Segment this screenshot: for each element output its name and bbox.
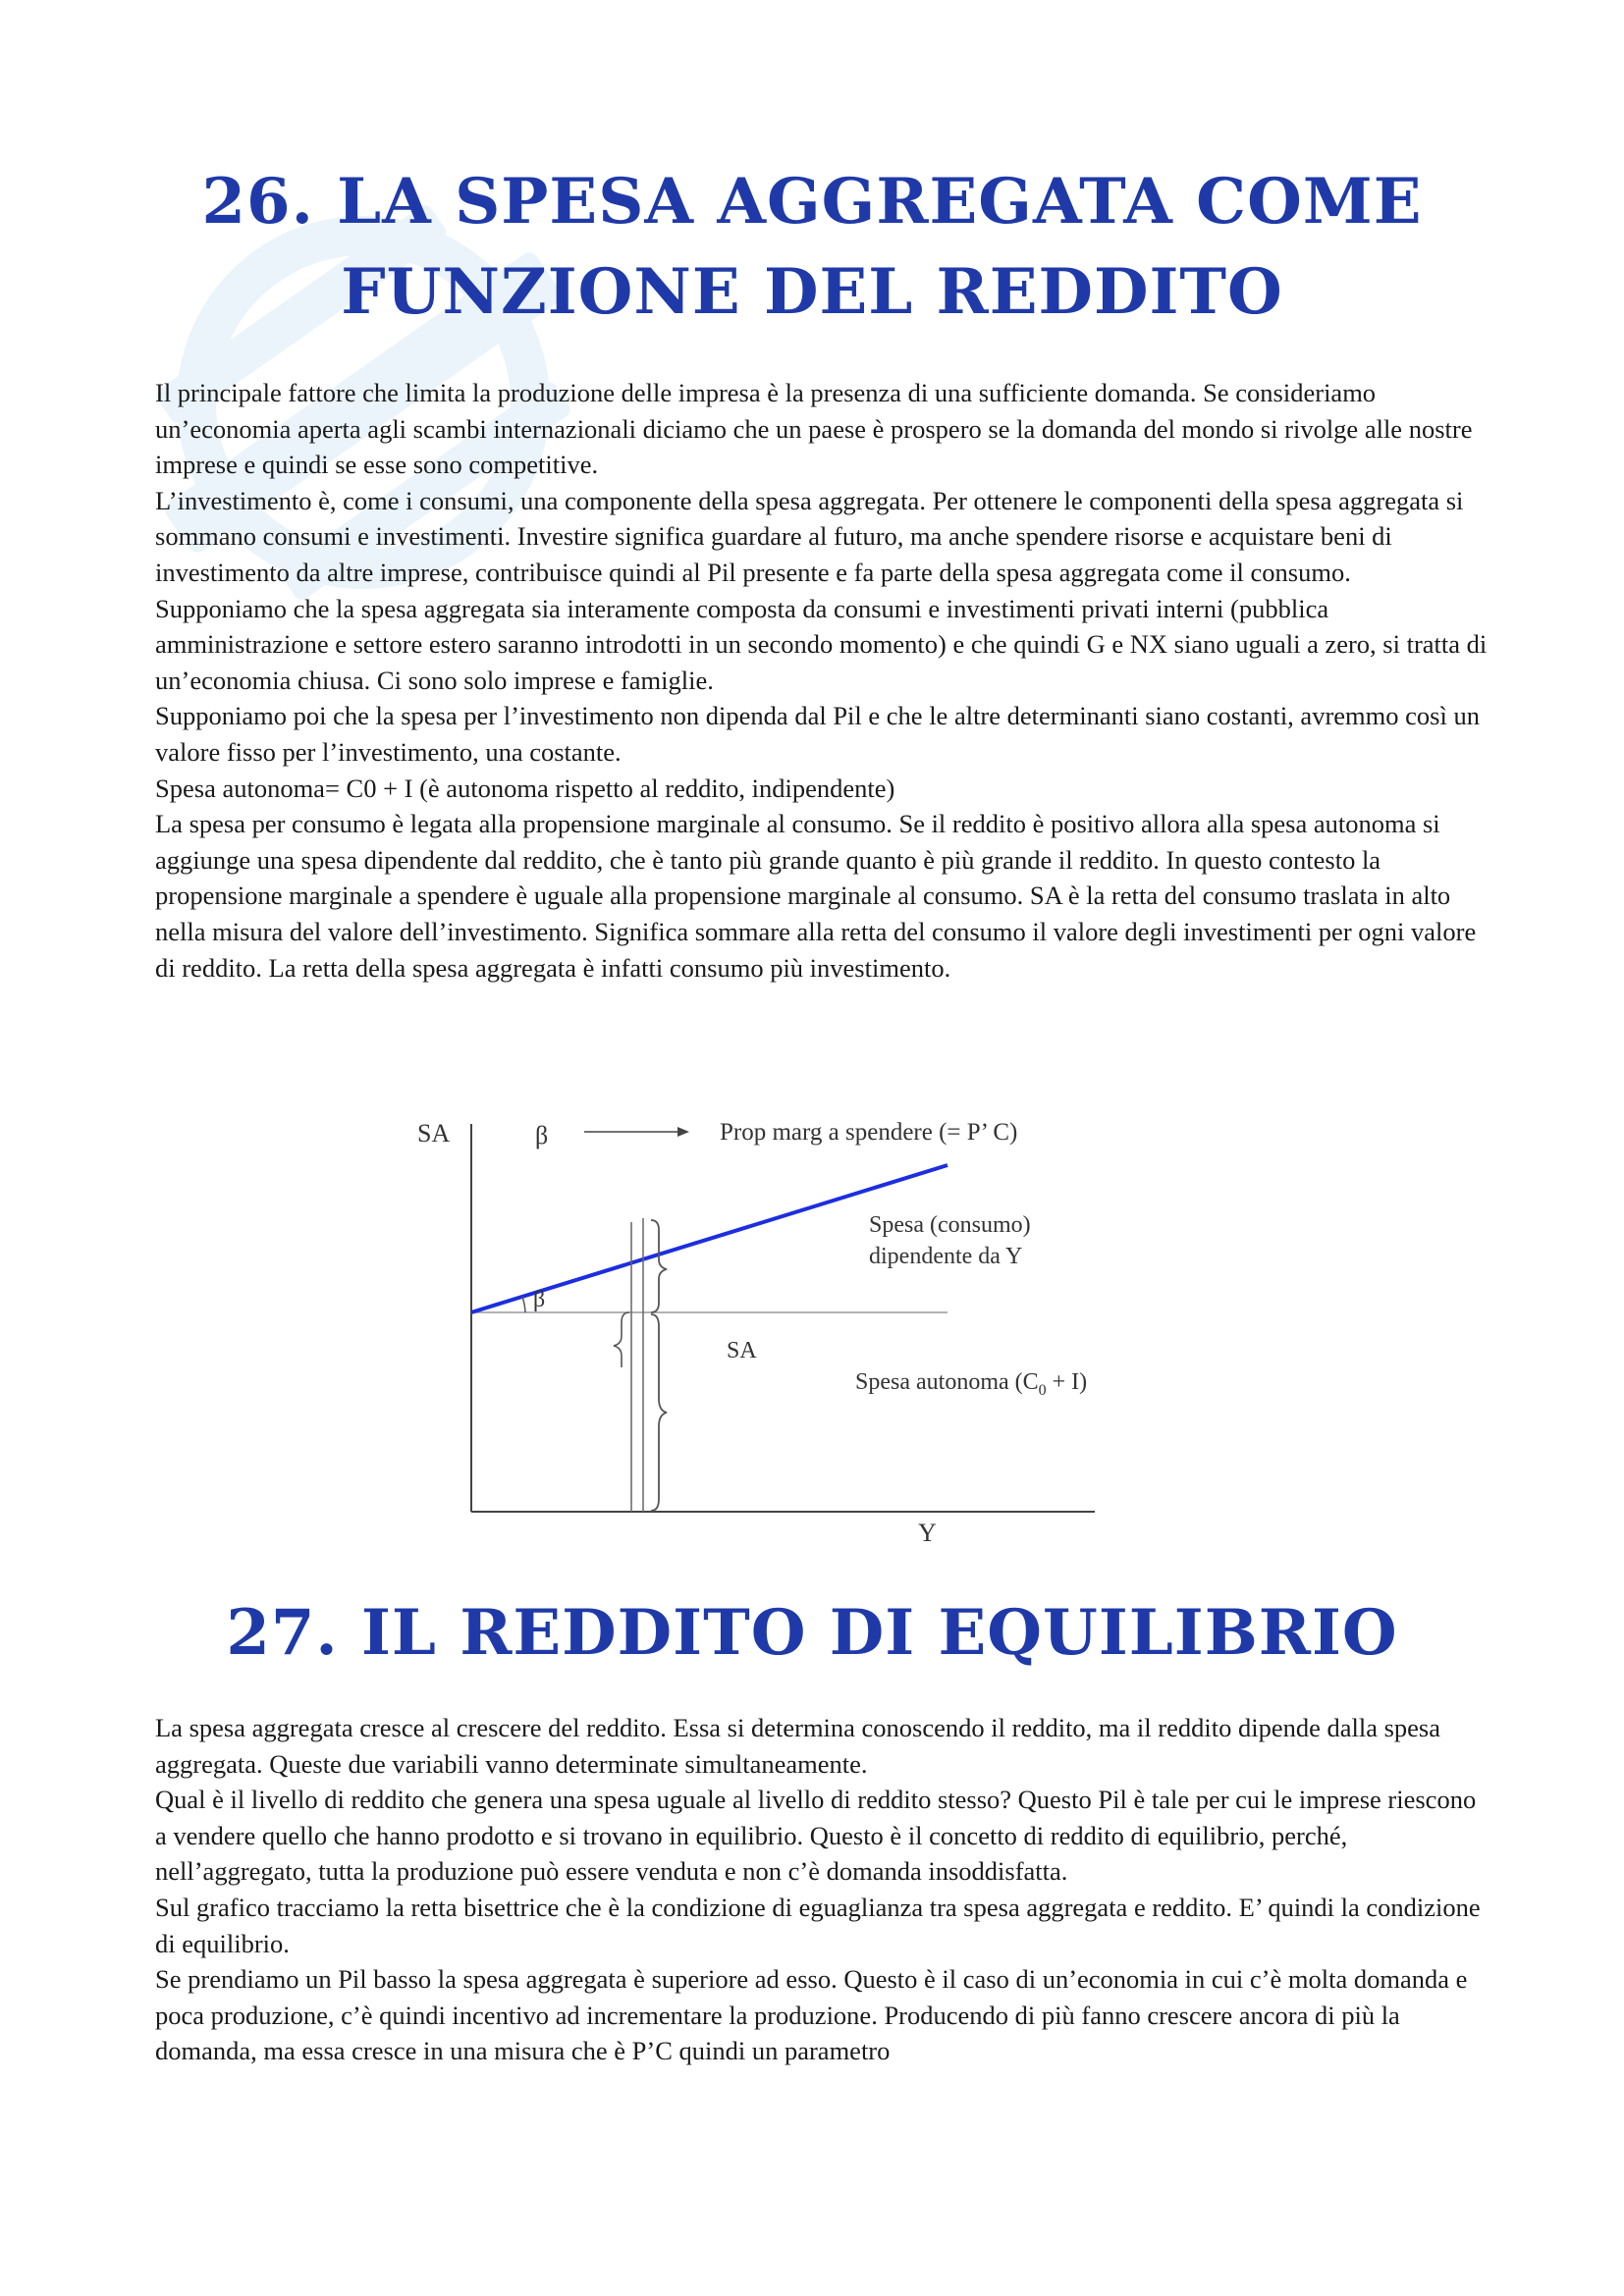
paragraph: Supponiamo poi che la spesa per l’investimento non dipenda dal Pil e che le altre determinanti siano costanti, avremmo così un valore fisso per l’investimento, una costante. — [155, 701, 1480, 767]
dependent-label-line2: dipendente da Y — [869, 1244, 1023, 1269]
y-axis-label: SA — [417, 1119, 451, 1148]
paragraph: La spesa per consumo è legata alla propensione marginale al consumo. Se il reddito è positivo allora alla spesa autonoma si aggiunge una spesa dipendente dal reddito, che è tanto più grande quanto è più grande il reddito. In questo contesto la propensione marginale a spendere è uguale alla propensione marginale al consumo. SA è la retta del consumo traslata in alto nella misura del valore dell’investimento. Significa sommare alla retta del consumo il valore degli investimenti per ogni valore di reddito. La retta della spesa aggregata è infatti consumo più investimento. — [155, 809, 1477, 983]
autonomous-label-subscript: 0 — [1038, 1382, 1047, 1399]
paragraph: Il principale fattore che limita la produzione delle impresa è la presenza di una sufficiente domanda. Se consideriamo un’economia aperta agli scambi internazionali diciamo che un paese è prospero se la domanda del mondo si rivolge alle nostre imprese e quindi se esse sono competitive. — [155, 378, 1473, 480]
section-26-body — [155, 375, 1490, 986]
paragraph: Qual è il livello di reddito che genera una spesa uguale al livello di reddito stesso? Questo Pil è tale per cui le imprese riescono a vendere quello che hanno prodotto e si trovano in equilibrio. Questo è il concetto di reddito di equilibrio, perché, nell’aggregato, tutta la produzione può essere venduta e non c’è domanda insoddisfatta. — [155, 1785, 1477, 1887]
paragraph: Spesa autonoma= C0 + I (è autonoma rispetto al reddito, indipendente) — [155, 773, 895, 803]
paragraph: L’investimento è, come i consumi, una componente della spesa aggregata. Per ottenere le componenti della spesa aggregata si sommano consumi e investimenti. Investire significa guardare al futuro, ma anche spendere risorse e acquistare beni di investimento da altre imprese, contribuisce quindi al Pil presente e fa parte della spesa aggregata come il consumo. — [155, 485, 1464, 587]
x-axis-label: Y — [918, 1519, 937, 1546]
angle-label: β — [533, 1287, 546, 1312]
paragraph: La spesa aggregata cresce al crescere del reddito. Essa si determina conoscendo il reddito, ma il reddito dipende dalla spesa aggregata. Queste due variabili vanno determinate simultaneamente. — [155, 1713, 1441, 1779]
section-26-title-line1: 26. LA SPESA AGGREGATA COME — [201, 165, 1423, 239]
dependent-spending-brace — [651, 1220, 667, 1312]
autonomous-spending-brace — [651, 1314, 667, 1511]
section-26-title-line2: FUNZIONE DEL REDDITO — [341, 255, 1283, 329]
aggregate-expenditure-figure — [398, 1104, 1164, 1546]
autonomous-label — [855, 1369, 1087, 1399]
beta-angle-arc — [522, 1297, 525, 1312]
sa-brace-left — [614, 1312, 629, 1367]
paragraph: Se prendiamo un Pil basso la spesa aggregata è superiore ad esso. Questo è il caso di un’economia in cui c’è molta domanda e poca produzione, c’è quindi incentivo ad incrementare la produzione. Producendo di più fanno crescere ancora di più la domanda, ma essa cresce in una misura che è P’C quindi un parametro — [155, 1964, 1468, 2066]
beta-arrow-head — [677, 1127, 689, 1137]
aggregate-expenditure-diagram — [398, 1104, 1164, 1546]
section-27-title-text: 27. IL REDDITO DI EQUILIBRIO — [226, 1596, 1398, 1670]
dependent-label-line1: Spesa (consumo) — [869, 1212, 1031, 1238]
paragraph: Sul grafico tracciamo la retta bisettrice che è la condizione di eguaglianza tra spesa aggregata e reddito. E’ quindi la condizione di equilibrio. — [155, 1892, 1481, 1958]
brace-label: SA — [727, 1338, 757, 1363]
section-26-title — [137, 157, 1487, 338]
beta-note: Prop marg a spendere (= P’ C) — [720, 1119, 1018, 1146]
autonomous-label-main: Spesa autonoma (C — [855, 1369, 1039, 1395]
paragraph: Supponiamo che la spesa aggregata sia interamente composta da consumi e investimenti privati interni (pubblica amministrazione e settore estero saranno introdotti in un secondo momento) e che quindi G e NX siano uguali a zero, si tratta di un’economia chiusa. Ci sono solo imprese e famiglie. — [155, 593, 1488, 695]
beta-symbol: β — [535, 1121, 549, 1149]
section-27-title — [137, 1588, 1487, 1679]
autonomous-label-end: + I) — [1046, 1369, 1088, 1395]
section-27-body — [155, 1710, 1490, 2069]
